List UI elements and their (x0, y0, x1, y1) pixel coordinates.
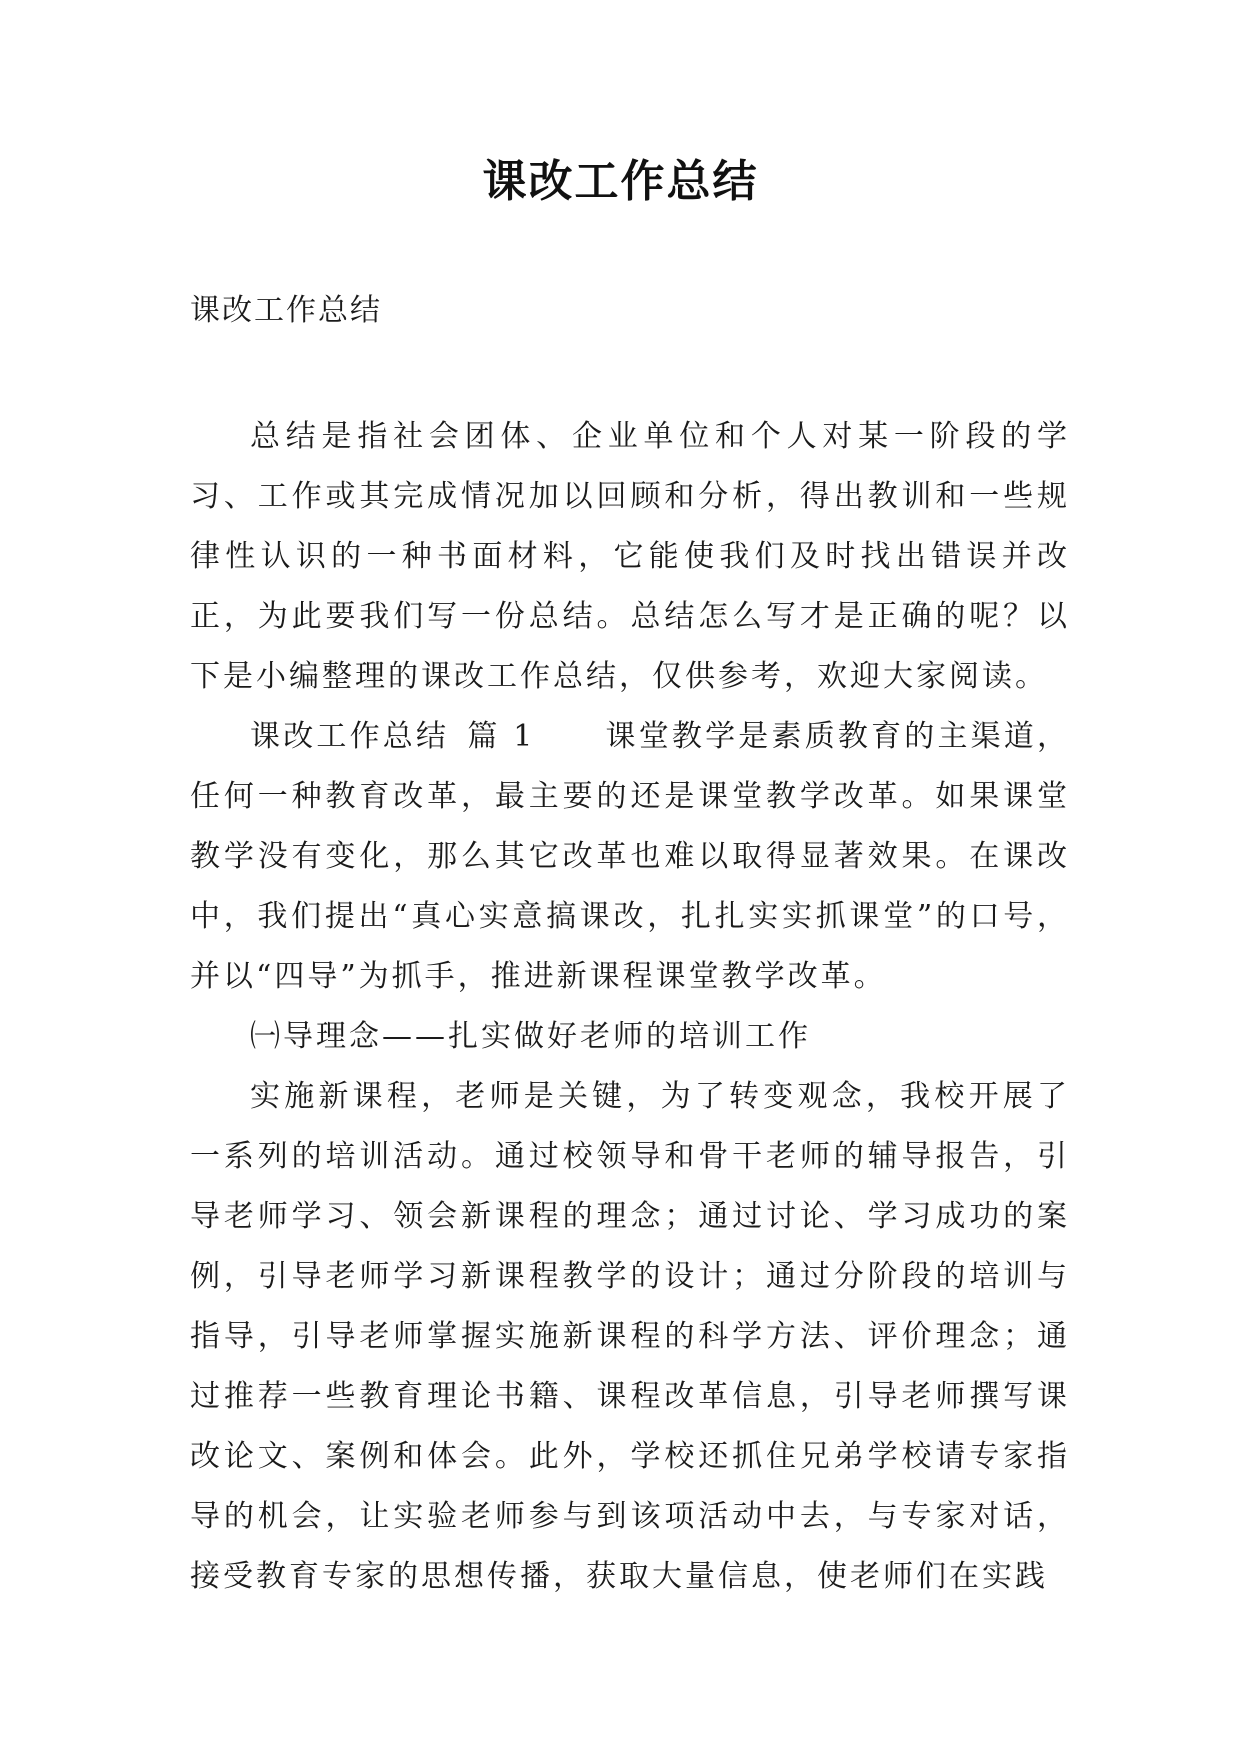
heading-1: ㈠导理念——扎实做好老师的培训工作 (250, 1019, 811, 1054)
document-subtitle: 课改工作总结 (190, 293, 382, 328)
section-1-text: 课堂教学是素质教育的主渠道，任何一种教育改革，最主要的还是课堂教学改革。如果课堂教学没有变化，那么其它改革也难以取得显著效果。在课改中，我们提出“真心实意搞课改，扎扎实实抓课堂”的口号，并以“四导”为抓手，推进新课程课堂教学改革。 (190, 719, 1071, 994)
section-1-label: 课改工作总结 (250, 719, 450, 754)
document-title: 课改工作总结 (482, 156, 759, 207)
section-1-paragraph (190, 707, 1070, 1007)
paragraph-2: 实施新课程，老师是关键，为了转变观念，我校开展了一系列的培训活动。通过校领导和骨干老师的辅导报告，引导老师学习、领会新课程的理念；通过讨论、学习成功的案例，引导老师学习新课程教学的设计；通过分阶段的培训与指导，引导老师掌握实施新课程的科学方法、评价理念；通过推荐一些教育理论书籍、课程改革信息，引导老师撰写课改论文、案例和体会。此外，学校还抓住兄弟学校请专家指导的机会，让实验老师参与到该项活动中去，与专家对话，接受教育专家的思想传播，获取大量信息，使老师们在实践 (190, 1079, 1070, 1594)
document-body (190, 407, 1070, 1607)
intro-paragraph: 总结是指社会团体、企业单位和个人对某一阶段的学习、工作或其完成情况加以回顾和分析，得出教训和一些规律性认识的一种书面材料，它能使我们及时找出错误并改正，为此要我们写一份总结。总结怎么写才是正确的呢？以下是小编整理的课改工作总结，仅供参考，欢迎大家阅读。 (190, 419, 1070, 694)
section-1-number: 篇 1 (467, 719, 536, 754)
